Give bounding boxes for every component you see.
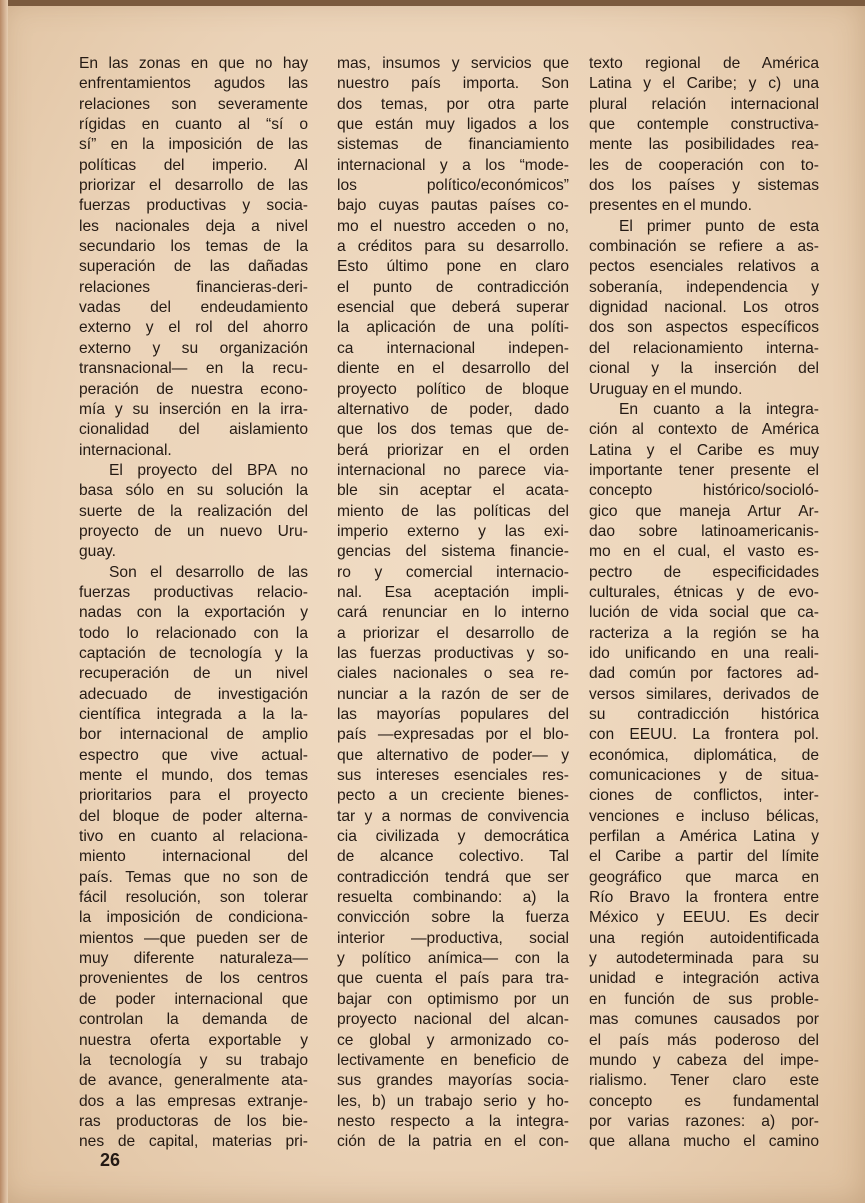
text-line: secundario los temas de la <box>79 238 308 256</box>
text-line: sus grandes mayorías socia- <box>337 1072 569 1090</box>
text-line: país —expresadas por el blo- <box>337 726 569 744</box>
text-line: les, b) un trabajo serio y ho- <box>337 1092 569 1110</box>
page-top-edge <box>0 0 865 6</box>
paragraph <box>589 54 819 217</box>
text-line: racteriza a la región se ha <box>589 624 819 642</box>
text-line: ciones de conflictos, inter- <box>589 787 819 805</box>
text-line: que allana mucho el camino <box>589 1133 819 1151</box>
text-line: científica integrada a la la- <box>79 706 308 723</box>
text-line: que los dos temas que de- <box>337 421 569 439</box>
text-line: de avance, generalmente ata- <box>79 1072 308 1090</box>
text-line: En cuanto a la integra- <box>619 400 819 418</box>
text-line: recuperación de un nivel <box>79 665 308 683</box>
text-line: rígidas en cuanto al “sí o <box>79 116 308 134</box>
text-line: versos similares, derivados de <box>589 685 819 703</box>
text-line: México y EEUU. Es decir <box>589 909 819 927</box>
text-line: las fuerzas productivas y so- <box>337 644 569 662</box>
text-line: peración de nuestra econo- <box>79 380 308 398</box>
text-line: cionalidad del aislamiento <box>79 421 308 439</box>
text-line: Latina y el Caribe es muy <box>589 441 819 459</box>
text-line: espectro que vive actual- <box>79 746 308 764</box>
text-line: tar y a normas de convivencia <box>337 807 569 825</box>
text-line: superación de las dañadas <box>79 258 308 276</box>
text-line: políticas del imperio. Al <box>79 156 308 174</box>
text-line: con EEUU. La frontera pol. <box>589 726 819 744</box>
text-line: externo y su organización <box>79 339 308 357</box>
text-line: venciones e incluso bélicas, <box>589 807 819 825</box>
paragraph <box>337 54 569 1153</box>
text-line: presentes en el mundo. <box>589 197 752 215</box>
text-line: plural relación internacional <box>589 95 819 113</box>
text-line: internacional y a los “mode- <box>337 156 569 174</box>
text-line: comunicaciones y de situa- <box>589 767 819 785</box>
text-line: dao sobre latinoamericanis- <box>589 522 819 540</box>
paragraph <box>589 400 819 1153</box>
text-line: ras productoras de los bie- <box>79 1112 308 1130</box>
text-line: dos temas, por otra parte <box>337 95 569 113</box>
text-line: ciales nacionales o sea re- <box>337 665 569 683</box>
text-line: nunciar a la razón de ser de <box>337 685 569 703</box>
text-line: proyecto nacional del alcan- <box>337 1011 569 1029</box>
text-column-3 <box>589 54 819 1153</box>
text-line: los político/económicos” <box>337 177 569 195</box>
text-line: suerte de la realización del <box>79 502 308 520</box>
text-line: pectro de especificidades <box>589 563 819 581</box>
text-line: soberanía, independencia y <box>589 278 819 296</box>
text-line: ble sin aceptar el acata- <box>337 482 569 500</box>
text-line: proyecto de un nuevo Uru- <box>79 522 308 540</box>
text-line: El proyecto del BPA no <box>109 461 308 479</box>
text-line: mo en el cual, el vasto es- <box>589 543 819 561</box>
text-line: ce global y armonizado co- <box>337 1031 569 1049</box>
text-line: controlan la demanda de <box>79 1011 308 1029</box>
text-line: del bloque de poder alterna- <box>79 807 308 825</box>
text-line: geográfico que marca en <box>589 868 819 886</box>
text-line: dos a las empresas extranje- <box>79 1092 308 1110</box>
text-line: vadas del endeudamiento <box>79 299 308 317</box>
text-line: concepto histórico/socioló- <box>589 482 819 500</box>
text-line: económica, diplomática, de <box>589 746 819 764</box>
text-line: convicción sobre la fuerza <box>337 909 569 927</box>
text-column-2 <box>337 54 569 1153</box>
text-line: de poder internacional que <box>79 990 308 1008</box>
text-line: la aplicación de una políti- <box>337 319 569 337</box>
text-line: la imposición de condiciona- <box>79 909 308 927</box>
text-line: En las zonas en que no hay <box>79 55 308 72</box>
text-line: dos los países y sistemas <box>589 177 819 195</box>
text-line: rialismo. Tener claro este <box>589 1072 819 1090</box>
page-spine-edge <box>0 0 8 1203</box>
text-line: Río Bravo la frontera entre <box>589 889 819 907</box>
text-line: que están muy ligados a los <box>337 116 569 134</box>
text-line: sistemas de financiamiento <box>337 136 569 154</box>
text-line: gencias del sistema financie- <box>337 543 569 561</box>
text-line: la tecnología y su trabajo <box>79 1051 308 1069</box>
text-line: el país más poderoso del <box>589 1031 819 1049</box>
text-line: y político anímica— con la <box>337 950 569 968</box>
text-line: el Caribe a partir del límite <box>589 848 819 866</box>
text-line: mente las posibilidades rea- <box>589 136 819 154</box>
text-line: mundo y cabeza del impe- <box>589 1051 819 1069</box>
text-line: miento de las políticas del <box>337 502 569 520</box>
text-line: dos son aspectos específicos <box>589 319 819 337</box>
text-line: ro y comercial internacio- <box>337 563 569 581</box>
text-line: nadas con la exportación y <box>79 604 308 622</box>
text-line: mientos —que pueden ser de <box>79 929 308 947</box>
text-line: que cuenta el país para tra- <box>337 970 569 988</box>
text-line: fácil resolución, son tolerar <box>79 889 308 907</box>
paragraph <box>79 563 308 1153</box>
text-line: gico que maneja Artur Ar- <box>589 502 819 520</box>
text-line: el punto de contradicción <box>337 278 569 296</box>
paragraph <box>79 461 308 563</box>
text-line: mas, insumos y servicios que <box>337 55 569 72</box>
page-number: 26 <box>100 1150 121 1170</box>
text-line: adecuado de investigación <box>79 685 308 703</box>
text-line: Uruguay en el mundo. <box>589 380 743 398</box>
text-line: a créditos para su desarrollo. <box>337 238 569 256</box>
text-line: resuelta combinando: a) la <box>337 889 569 907</box>
text-line: ción de la patria en el con- <box>337 1133 569 1151</box>
text-line: fuerzas productivas relacio- <box>79 583 308 601</box>
paragraph <box>79 54 308 461</box>
text-line: cia civilizada y democrática <box>337 828 569 846</box>
text-line: dignidad nacional. Los otros <box>589 299 819 317</box>
text-line: unidad e integración activa <box>589 970 819 988</box>
text-line: las mayorías populares del <box>337 706 569 723</box>
text-line: texto regional de América <box>589 55 819 72</box>
text-line: mo el nuestro acceden o no, <box>337 217 569 235</box>
text-line: mente el mundo, dos temas <box>79 767 308 785</box>
text-line: bor internacional de amplio <box>79 726 308 744</box>
text-line: berá priorizar en el orden <box>337 441 569 459</box>
text-line: ción al contexto de América <box>589 421 819 439</box>
text-line: prioritarios para el proyecto <box>79 787 308 805</box>
text-line: relaciones financieras-deri- <box>79 278 308 296</box>
text-line: cará renunciar en lo interno <box>337 604 569 622</box>
text-line: contradicción tendrá que ser <box>337 868 569 886</box>
text-line: Latina y el Caribe; y c) una <box>589 75 819 93</box>
text-line: Son el desarrollo de las <box>109 563 308 581</box>
text-line: nes de capital, materias pri- <box>79 1133 308 1151</box>
text-line: imperio externo y las exi- <box>337 522 569 540</box>
text-line: nal. Esa aceptación impli- <box>337 583 569 601</box>
text-line: internacional no parece via- <box>337 461 569 479</box>
text-line: captación de tecnología y la <box>79 644 308 662</box>
text-line: ido unificando en una reali- <box>589 644 819 662</box>
text-line: que contemple constructiva- <box>589 116 819 134</box>
text-line: combinación se refiere a as- <box>589 238 819 256</box>
text-line: mas comunes causados por <box>589 1011 819 1029</box>
text-line: cional y la inserción del <box>589 360 819 378</box>
text-line: concepto es fundamental <box>589 1092 819 1110</box>
text-line: todo lo relacionado con la <box>79 624 308 642</box>
text-line: basa sólo en su solución la <box>79 482 308 500</box>
text-line: sí” en la imposición de las <box>79 136 308 154</box>
text-line: les nacionales deja a nivel <box>79 217 308 235</box>
text-line: interior —productiva, social <box>337 929 569 947</box>
text-line: pectos esenciales relativos a <box>589 258 819 276</box>
text-line: priorizar el desarrollo de las <box>79 177 308 195</box>
text-line: culturales, étnicas y de evo- <box>589 583 819 601</box>
text-line: relaciones son severamente <box>79 95 308 113</box>
text-line: lución de vida social que ca- <box>589 604 819 622</box>
text-line: mía y su inserción en la irra- <box>79 400 308 418</box>
text-line: una región autoidentificada <box>589 929 819 947</box>
paragraph <box>589 217 819 400</box>
text-line: externo y el rol del ahorro <box>79 319 308 337</box>
text-line: Esto último pone en claro <box>337 258 569 276</box>
text-line: muy diferente naturaleza— <box>79 950 308 968</box>
text-column-1 <box>79 54 308 1153</box>
text-line: nuestra oferta exportable y <box>79 1031 308 1049</box>
text-line: su contradicción histórica <box>589 706 819 723</box>
text-line: nesto respecto a la integra- <box>337 1112 569 1130</box>
text-line: proyecto político de bloque <box>337 380 569 398</box>
text-line: provenientes de los centros <box>79 970 308 988</box>
text-line: internacional. <box>79 441 172 459</box>
text-line: diente en el desarrollo del <box>337 360 569 378</box>
text-line: enfrentamientos agudos las <box>79 75 308 93</box>
text-line: país. Temas que no son de <box>79 868 308 886</box>
text-line: de alcance colectivo. Tal <box>337 848 569 866</box>
text-line: en función de sus proble- <box>589 990 819 1008</box>
text-line: sus intereses esenciales res- <box>337 767 569 785</box>
text-line: alternativo de poder, dado <box>337 400 569 418</box>
text-line: fuerzas productivas y socia- <box>79 197 308 215</box>
text-line: El primer punto de esta <box>619 217 819 235</box>
text-line: del relacionamiento interna- <box>589 339 819 357</box>
text-line: a priorizar el desarrollo de <box>337 624 569 642</box>
text-line: guay. <box>79 543 116 561</box>
text-line: bajo cuyas pautas países co- <box>337 197 569 215</box>
text-line: transnacional— en la recu- <box>79 360 308 378</box>
text-line: por varias razones: a) por- <box>589 1112 819 1130</box>
text-line: esencial que deberá superar <box>337 299 569 317</box>
text-line: perfilan a América Latina y <box>589 828 819 846</box>
text-line: ca internacional indepen- <box>337 339 569 357</box>
text-line: lectivamente en beneficio de <box>337 1051 569 1069</box>
text-line: bajar con optimismo por un <box>337 990 569 1008</box>
text-line: dad común por factores ad- <box>589 665 819 683</box>
text-line: les de cooperación con to- <box>589 156 819 174</box>
text-line: que alternativo de poder— y <box>337 746 569 764</box>
text-line: nuestro país importa. Son <box>337 75 569 93</box>
text-line: miento internacional del <box>79 848 308 866</box>
text-line: tivo en cuanto al relaciona- <box>79 828 308 846</box>
text-line: y autodeterminada para su <box>589 950 819 968</box>
text-line: pecto a un creciente bienes- <box>337 787 569 805</box>
text-line: importante tener presente el <box>589 461 819 479</box>
